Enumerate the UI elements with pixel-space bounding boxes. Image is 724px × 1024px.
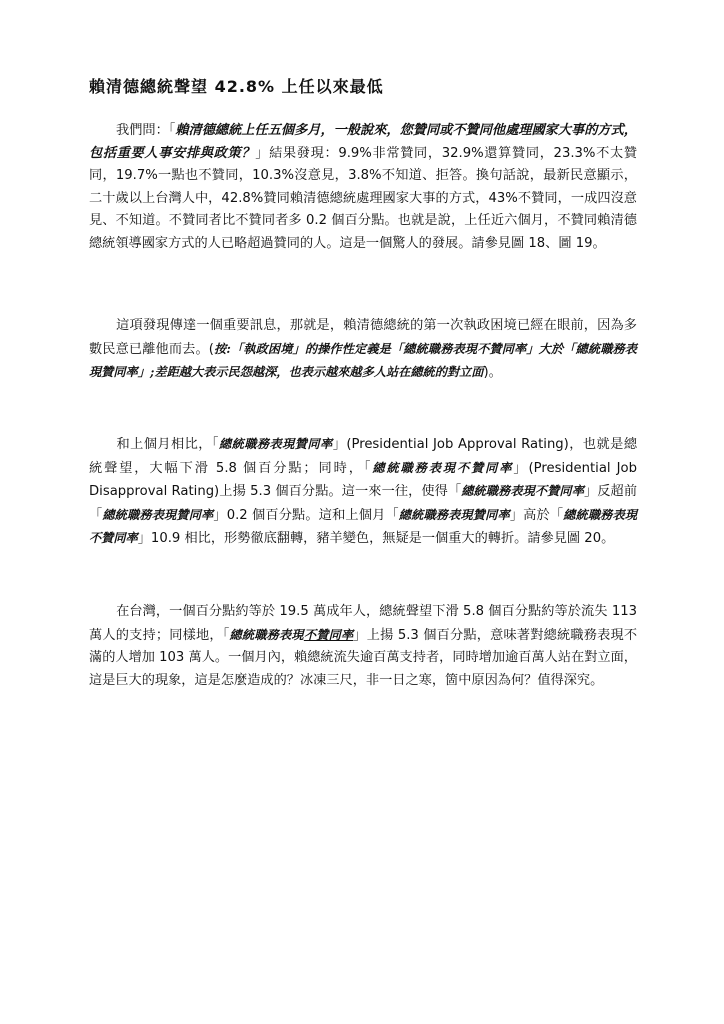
term-approval: 總統職務表現贊同率 — [102, 507, 214, 522]
term-job-performance: 總統職務表現 — [229, 627, 304, 642]
p3-text-1: 和上個月相比，「 — [116, 437, 219, 452]
p3-text-5: 」0.2 個百分點。這和上個月「 — [213, 507, 399, 523]
paragraph-2 — [89, 315, 637, 385]
p4-text-2: 」上揚 5.3 個百分點，意味著對總統職務表現不滿的人增加 103 萬人。一個月內，賴總統流失逾百萬支持者，同時增加逾百萬人站在對立面，這是巨大的現象，這是怎麼造成的？冰凍三尺，非一日之寒，箇中原因為何？值得深究。 — [89, 627, 638, 688]
term-disapproval: 總統職務表現不贊同率 — [461, 484, 584, 499]
p3-text-2: 」(Presidential Job Approval Rating)，也就是總統聲望，大幅下滑 5.8 個百分點；同時，「 — [89, 437, 638, 476]
survey-question: 賴清德總統上任五個多月，一般說來，您贊同或不贊同他處理國家大事的方式，包括重要人事安排與政策？ — [89, 123, 637, 161]
paragraph-3 — [89, 433, 637, 551]
term-disapproval: 總統職務表現不贊同率 — [372, 460, 514, 475]
paragraph-1 — [89, 120, 637, 256]
p3-text-3: 」(Presidential Job Disapproval Rating)上揚 5.3 個百分點。這一來一往，使得「 — [89, 460, 637, 500]
p3-text-6: 」高於「 — [509, 507, 564, 523]
p2-text-1: 這項發現傳達一個重要訊息，那就是，賴清德總統的第一次執政困境已經在眼前，因為多數民意已離他而去。( — [89, 318, 637, 357]
p1-text-1: 我們問：「 — [116, 123, 176, 138]
term-approval: 總統職務表現贊同率 — [218, 437, 333, 451]
page-title: 賴清德總統聲望 42.8% 上任以來最低 — [89, 77, 384, 96]
term-disapproval: 總統職務表現不贊同率 — [89, 507, 638, 546]
term-disapproval-underlined: 不贊同率 — [303, 627, 354, 642]
p3-text-7: 」10.9 相比，形勢徹底翻轉，豬羊變色，無疑是一個重大的轉折。請參見圖 20。 — [137, 531, 615, 547]
definition-note: 按:「執政困境」的操作性定義是「總統職務表現不贊同率」大於「總統職務表現贊同率」;差距越大表示民怨越深，也表示越來越多人站在總統的對立面 — [89, 341, 637, 380]
p2-text-2: )。 — [483, 365, 502, 381]
term-approval: 總統職務表現贊同率 — [398, 507, 510, 522]
p1-text-2: 」結果發現：9.9%非常贊同，32.9%還算贊同，23.3%不太贊同，19.7%一點也不贊同，10.3%沒意見，3.8%不知道、拒答。換句話說，最新民意顯示，二十歲以上台灣人中，42.8%贊同賴清德總統處理國家大事的方式，43%不贊同，一成四沒意見、不知道。不贊同者比不贊同者多 0.2 個百分點。也就是說，上任近六個月，不贊同賴清德總統領導國家方式的人已略超過贊同的人。這是一個驚人的發展。請參見圖 18、圖 19。 — [89, 145, 638, 251]
paragraph-4 — [89, 601, 637, 692]
p4-text-1: 在台灣，一個百分點約等於 19.5 萬成年人，總統聲望下滑 5.8 個百分點約等於流失 113 萬人的支持；同樣地，「 — [89, 604, 637, 643]
p3-text-4: 」反超前「 — [89, 484, 638, 523]
